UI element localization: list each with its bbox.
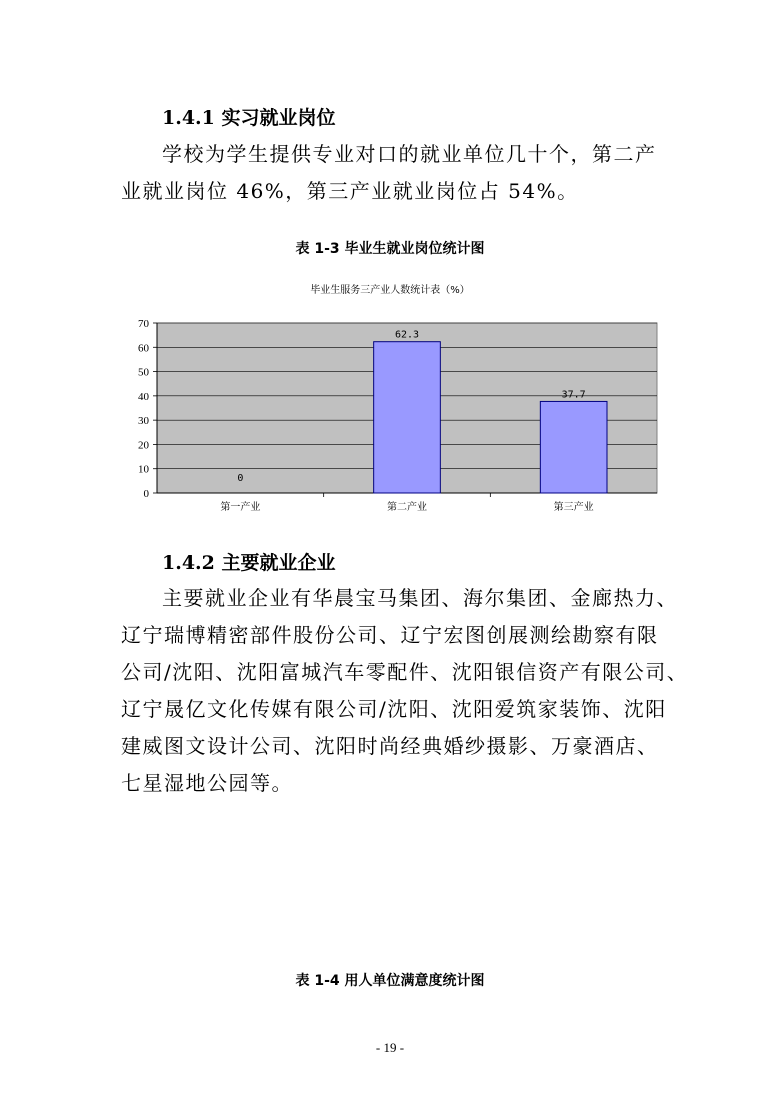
y-tick-label: 30 (138, 415, 149, 428)
chart-title: 毕业生服务三产业人数统计表（%） (310, 285, 470, 296)
paragraph-line: 主要就业企业有华晨宝马集团、海尔集团、金廊热力、 (162, 586, 678, 610)
paragraph-line: 公司/沈阳、沈阳富城汽车零配件、沈阳银信资产有限公司、 (121, 660, 689, 684)
page-number: - 19 - (375, 1040, 405, 1055)
data-label: 0 (237, 473, 244, 484)
y-tick-label: 70 (138, 318, 149, 330)
bar-chart (120, 310, 665, 520)
paragraph-line: 建威图文设计公司、沈阳时尚经典婚纱摄影、万豪酒店、 (121, 734, 659, 758)
table-caption-1-4: 表 1-4 用人单位满意度统计图 (295, 973, 485, 989)
section-paragraph-1 (121, 136, 681, 210)
y-tick-label: 0 (143, 488, 149, 500)
y-tick-label: 20 (138, 439, 149, 452)
section-paragraph-2 (121, 580, 689, 802)
bar (374, 342, 441, 493)
category-label: 第二产业 (387, 502, 427, 513)
paragraph-line: 学校为学生提供专业对口的就业单位几十个，第二产 (162, 142, 657, 166)
paragraph-line: 辽宁瑞博精密部件股份公司、辽宁宏图创展测绘勘察有限 (121, 623, 659, 647)
y-tick-label: 40 (138, 390, 149, 403)
data-label: 37.7 (561, 389, 586, 401)
data-label: 62.3 (394, 329, 420, 341)
section-heading-1-4-2: 1.4.2 主要就业企业 (162, 552, 336, 574)
paragraph-line: 业就业岗位 46%，第三产业就业岗位占 54%。 (121, 179, 579, 203)
category-label: 第一产业 (220, 502, 261, 513)
table-caption-1-3: 表 1-3 毕业生就业岗位统计图 (295, 241, 485, 257)
paragraph-line: 辽宁晟亿文化传媒有限公司/沈阳、沈阳爱筑家装饰、沈阳 (121, 697, 667, 721)
y-tick-label: 60 (138, 342, 149, 355)
section-heading-1-4-1: 1.4.1 实习就业岗位 (162, 107, 336, 129)
bar (540, 401, 607, 493)
paragraph-line: 七星湿地公园等。 (121, 771, 293, 795)
y-tick-label: 50 (138, 366, 149, 379)
y-tick-label: 10 (138, 463, 149, 476)
category-label: 第三产业 (553, 502, 594, 513)
